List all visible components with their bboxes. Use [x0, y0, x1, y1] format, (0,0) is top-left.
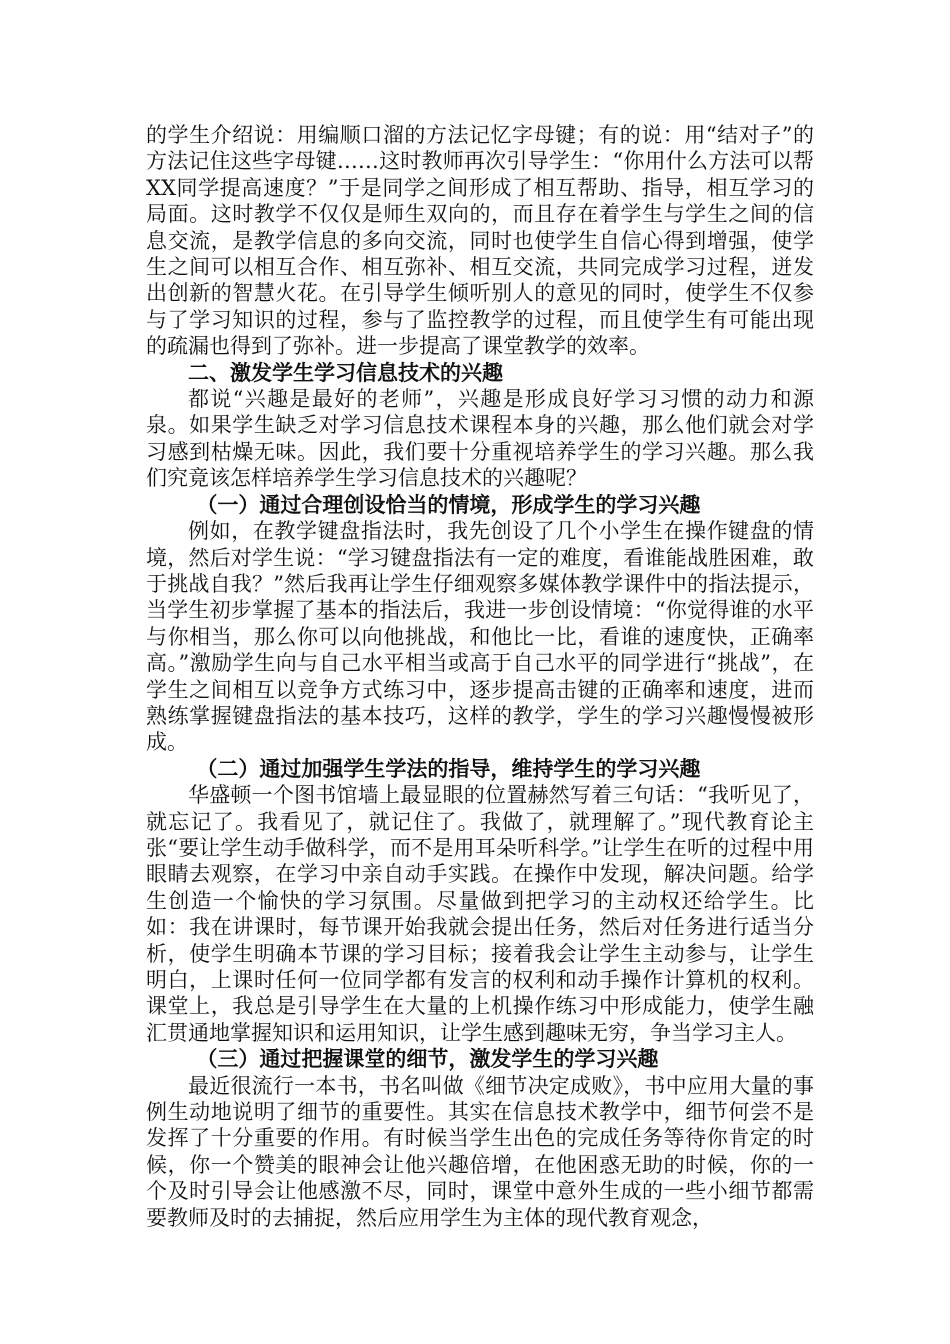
subsection-heading-2: （二）通过加强学生学法的指导，维持学生的学习兴趣 — [196, 756, 701, 781]
subsection-heading-3: （三）通过把握课堂的细节，激发学生的学习兴趣 — [196, 1047, 659, 1072]
document-page — [146, 122, 814, 1231]
paragraph: 华盛顿一个图书馆墙上最显眼的位置赫然写着三句话：“我听见了，就忘记了。我看见了，就记住了。我做了，就理解了。”现代教育论主张“要让学生动手做科学，而不是用耳朵听科学。”让学生在听的过程中用眼睛去观察，在学习中亲自动手实践。在操作中发现，解决问题。给学生创造一个愉快的学习氛围。尽量做到把学习的主动权还给学生。比如：我在讲课时，每节课开始我就会提出任务，然后对任务进行适当分析，使学生明确本节课的学习目标；接着我会让学生主动参与，让学生明白，上课时任何一位同学都有发言的权利和动手操作计算机的权利。课堂上，我总是引导学生在大量的上机操作练习中形成能力，使学生融汇贯通地掌握知识和运用知识，让学生感到趣味无穷，争当学习主人。 — [146, 783, 814, 1045]
paragraph: 例如，在教学键盘指法时，我先创设了几个小学生在操作键盘的情境，然后对学生说：“学习键盘指法有一定的难度，看谁能战胜困难，敢于挑战自我？”然后我再让学生仔细观察多媒体教学课件中的指法提示，当学生初步掌握了基本的指法后，我进一步创设情境：“你觉得谁的水平与你相当，那么你可以向他挑战，和他比一比，看谁的速度快，正确率高。”激励学生向与自己水平相当或高于自己水平的同学进行“挑战”，在学生之间相互以竞争方式练习中，逐步提高击键的正确率和速度，进而熟练掌握键盘指法的基本技巧，这样的教学，学生的学习兴趣慢慢被形成。 — [146, 519, 814, 755]
paragraph: 都说“兴趣是最好的老师”，兴趣是形成良好学习习惯的动力和源泉。如果学生缺乏对学习信息技术课程本身的兴趣，那么他们就会对学习感到枯燥无味。因此，我们要十分重视培养学生的学习兴趣。那么我们究竟该怎样培养学生学习信息技术的兴趣呢？ — [146, 387, 814, 491]
paragraph: 最近很流行一本书，书名叫做《细节决定成败》，书中应用大量的事例生动地说明了细节的重要性。其实在信息技术教学中，细节何尝不是发挥了十分重要的作用。有时候当学生出色的完成任务等待你肯定的时候，你一个赞美的眼神会让他兴趣倍增，在他困惑无助的时候，你的一个及时引导会让他感激不尽，同时，课堂中意外生成的一些小细节都需要教师及时的去捕捉，然后应用学生为主体的现代教育观念， — [146, 1073, 814, 1230]
subsection-heading-1: （一）通过合理创设恰当的情境，形成学生的学习兴趣 — [196, 492, 701, 517]
paragraph-continued: 的学生介绍说：用编顺口溜的方法记忆字母键；有的说：用“结对子”的方法记住这些字母键……这时教师再次引导学生：“你用什么方法可以帮XX同学提高速度？”于是同学之间形成了相互帮助、指导，相互学习的局面。这时教学不仅仅是师生双向的，而且存在着学生与学生之间的信息交流，是教学信息的多向交流，同时也使学生自信心得到增强，使学生之间可以相互合作、相互弥补、相互交流，共同完成学习过程，迸发出创新的智慧火花。在引导学生倾听别人的意见的同时，使学生不仅参与了学习知识的过程，参与了监控教学的过程，而且使学生有可能出现的疏漏也得到了弥补。进一步提高了课堂教学的效率。 — [146, 123, 814, 359]
section-heading: 二、激发学生学习信息技术的兴趣 — [188, 360, 503, 385]
